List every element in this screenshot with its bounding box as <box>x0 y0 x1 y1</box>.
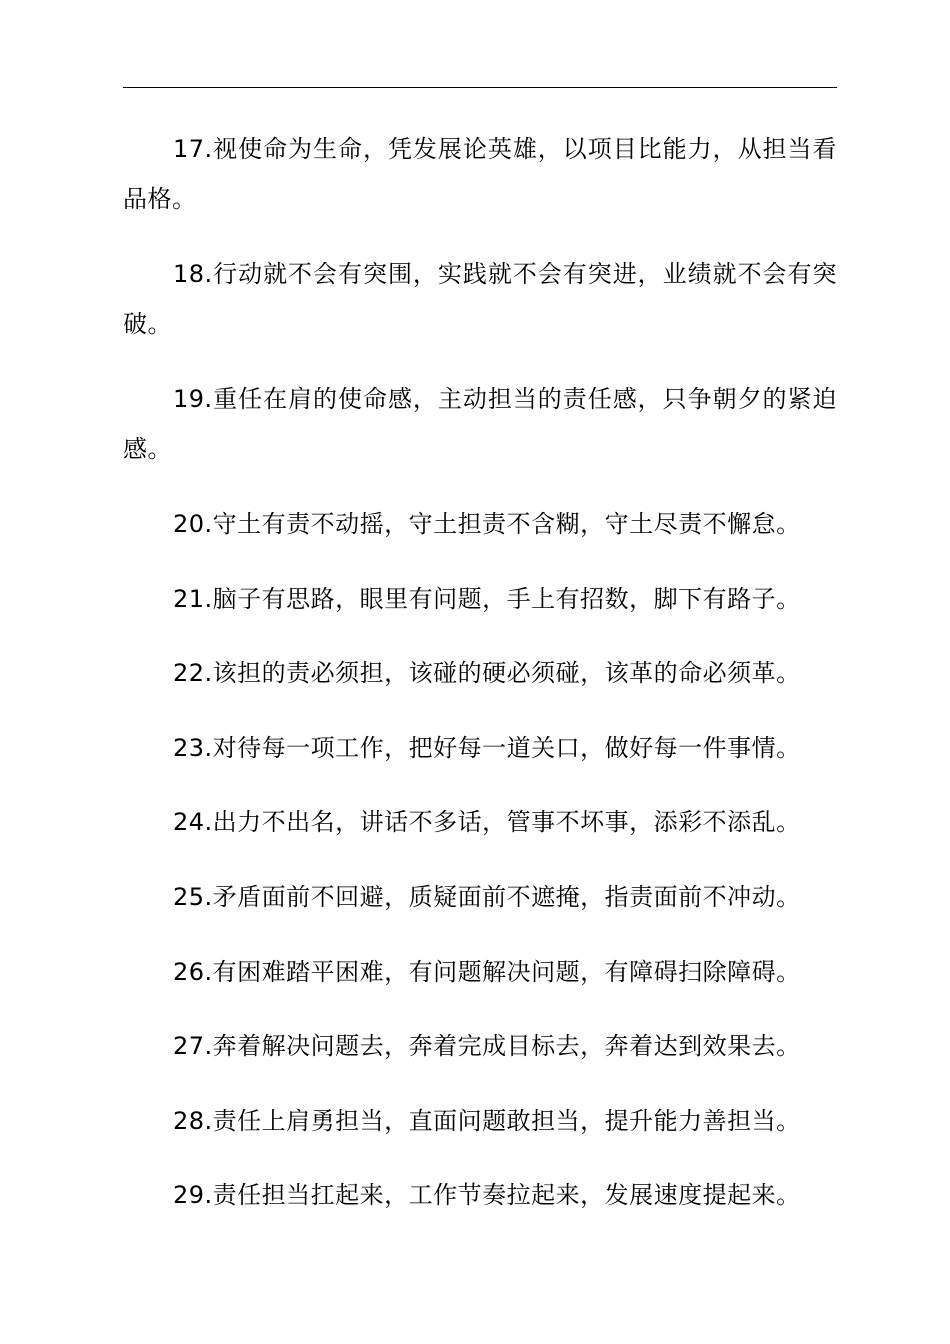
paragraph-18: 18.行动就不会有突围，实践就不会有突进，业绩就不会有突破。 <box>123 260 837 338</box>
document-body <box>123 124 837 1245</box>
paragraph-17: 17.视使命为生命，凭发展论英雄，以项目比能力，从担当看品格。 <box>123 135 837 213</box>
paragraph-29: 29.责任担当扛起来，工作节奏拉起来，发展速度提起来。 <box>173 1181 801 1210</box>
paragraph-28: 28.责任上肩勇担当，直面问题敢担当，提升能力善担当。 <box>173 1106 801 1135</box>
paragraph-26: 26.有困难踏平困难，有问题解决问题，有障碍扫除障碍。 <box>173 957 801 986</box>
paragraph-21: 21.脑子有思路，眼里有问题，手上有招数，脚下有路子。 <box>173 584 801 613</box>
header-rule <box>123 87 837 88</box>
paragraph-19: 19.重任在肩的使命感，主动担当的责任感，只争朝夕的紧迫感。 <box>123 385 837 463</box>
paragraph-24: 24.出力不出名，讲话不多话，管事不坏事，添彩不添乱。 <box>173 808 801 837</box>
paragraph-22: 22.该担的责必须担，该碰的硬必须碰，该革的命必须革。 <box>173 659 801 688</box>
paragraph-25: 25.矛盾面前不回避，质疑面前不遮掩，指责面前不冲动。 <box>173 882 801 911</box>
paragraph-23: 23.对待每一项工作，把好每一道关口，做好每一件事情。 <box>173 733 801 762</box>
paragraph-27: 27.奔着解决问题去，奔着完成目标去，奔着达到效果去。 <box>173 1032 801 1061</box>
paragraph-20: 20.守土有责不动摇，守土担责不含糊，守土尽责不懈怠。 <box>173 510 801 538</box>
